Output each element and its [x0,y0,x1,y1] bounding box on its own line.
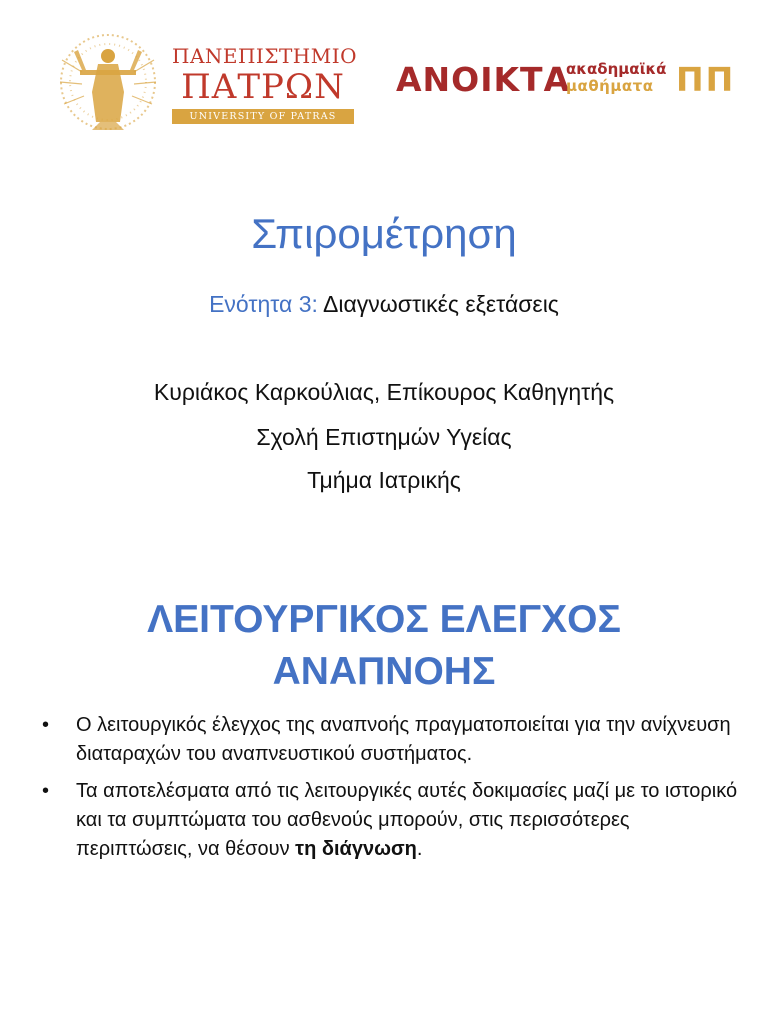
course-title: Σπιρομέτρηση [251,210,517,257]
bullet-text-bold: τη διάγνωση [295,838,417,860]
section-heading-line2: ΑΝΑΠΝΟΗΣ [272,650,496,693]
university-wordmark [172,44,358,124]
author-name: Κυριάκος Καρκούλιας, Επίκουρος Καθηγητής [153,379,615,405]
saint-seal-icon [52,30,164,134]
unit-line [0,288,768,320]
bullet-text-after: . [416,838,423,860]
open-courses-mark: ΠΠ [676,60,736,99]
section-heading-line1: ΛΕΙΤΟΥΡΓΙΚΟΣ ΕΛΕΓΧΟΣ [147,598,621,641]
unit-label: Ενότητα 3: [209,291,318,317]
bullet-text-before: Τα αποτελέσματα από τις λειτουργικές αυτές δοκιμασίες μαζί με το ιστορικό και τα συμπτώματα του ασθενούς μπορούν, στις περισσότερες περιπτώσεις, να θέσουν [76,780,738,860]
author-school: Σχολή Επιστημών Υγείας [256,424,512,450]
author-department: Τμήμα Ιατρικής [307,467,461,493]
section-heading [0,594,768,698]
bullet-item [40,777,740,864]
bullet-text [76,780,737,860]
open-courses-logo [396,58,746,108]
bullet-icon: • [42,780,50,802]
university-of-patras-logo [52,30,362,134]
university-name-line2: ΠΑΤΡΩΝ [181,67,345,107]
open-courses-sub2: μαθήματα [566,77,654,95]
bullet-text: Ο λειτουργικός έλεγχος της αναπνοής πραγματοποιείται για την ανίχνευση διαταραχών του αναπνευστικού συστήματος. [76,714,731,765]
open-courses-main: ΑΝΟΙΚΤΑ [396,60,571,99]
university-name-line1: ΠΑΝΕΠΙΣΤΗΜΙΟ [172,44,358,68]
bullet-item [40,711,740,769]
bullet-icon: • [42,714,50,736]
university-english-band: UNIVERSITY OF PATRAS [172,109,354,124]
open-courses-sub1: ακαδημαϊκά [566,60,667,78]
unit-name: Διαγνωστικές εξετάσεις [323,291,559,317]
open-courses-subtitle [566,61,666,95]
bullet-list [40,711,740,872]
